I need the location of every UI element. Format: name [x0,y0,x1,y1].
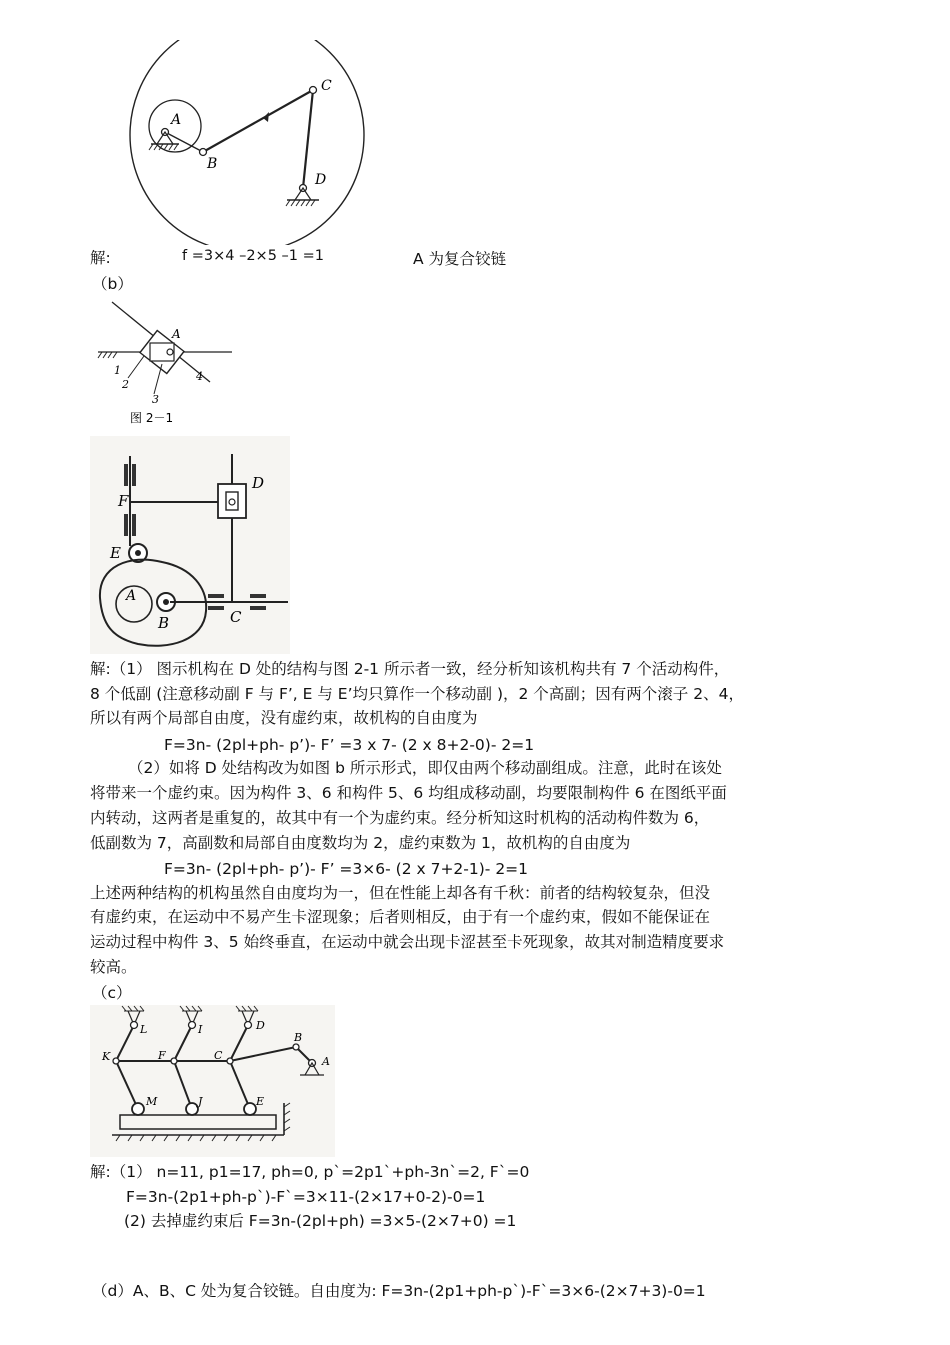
part-b-line-11: 较高。 [90,958,137,976]
label-E: E [110,544,121,562]
label-A: A [171,112,182,128]
part-b-formula-1: F=3n- (2pl+ph- p’)- F’ =3 x 7- (2 x 8+2-0)- 2=1 [164,736,535,754]
label-E: E [256,1095,265,1108]
part-b-line-4: （2）如将 D 处结构改为如图 b 所示形式，即仅由两个移动副组成。注意，此时在该处 [128,759,722,777]
label-K: K [102,1050,111,1063]
part-c-line-2: F=3n-(2p1+ph-p`)-F`=3×11-(2×17+0-2)-0=1 [126,1188,486,1206]
solution-a-formula: f =3×4 –2×5 –1 =1 [182,248,324,264]
part-c-line-3: (2) 去掉虚约束后 F=3n-(2pl+ph) =3×5-(2×7+0) =1 [124,1212,517,1230]
label-C: C [214,1049,223,1062]
part-b-line-8: 上述两种结构的机构虽然自由度均为一，但在性能上却各有千秋：前者的结构较复杂，但没 [90,884,711,902]
part-c-label: （c） [92,984,132,1002]
part-b-label: （b） [92,275,133,293]
label-3: 3 [152,393,159,406]
label-D: D [256,1019,265,1032]
figure-b [90,436,290,654]
figure-caption: 图 2－1 [130,411,174,425]
part-b-line-1: 解:（1） 图示机构在 D 处的结构与图 2-1 所示者一致，经分析知该机构共有 7 个活动构件， [90,660,730,678]
part-b-line-3: 所以有两个局部自由度，没有虚约束，故机构的自由度为 [90,709,478,727]
label-A: A [172,327,181,341]
label-L: L [140,1023,148,1036]
part-b-line-9: 有虚约束，在运动中不易产生卡涩现象；后者则相反，由于有一个虚约束，假如不能保证在 [90,908,711,926]
solution-a-prefix: 解: [90,249,111,267]
label-2: 2 [122,378,129,391]
part-b-line-6: 内转动，这两者是重复的，故其中有一个为虚约束。经分析知这时机构的活动构件数为 6， [90,809,710,827]
figure-a [95,40,380,245]
part-b-formula-2: F=3n- (2pl+ph- p’)- F’ =3×6- (2 x 7+2-1)- 2=1 [164,860,529,878]
label-1: 1 [114,364,121,377]
part-b-line-10: 运动过程中构件 3、5 始终垂直，在运动中就会出现卡涩甚至卡死现象，故其对制造精度要求 [90,933,725,951]
part-c-line-1: 解:（1） n=11, p1=17, ph=0, p`=2p1`+ph-3n`=2, F`=0 [90,1163,530,1181]
label-A: A [322,1055,330,1068]
label-F: F [118,492,129,510]
label-D: D [252,474,265,492]
label-J: J [198,1095,203,1108]
figure-2-1 [92,298,242,430]
label-C: C [230,608,242,626]
label-I: I [198,1023,203,1036]
label-F: F [158,1049,166,1062]
label-C: C [321,78,332,94]
part-d-line: （d）A、B、C 处为复合铰链。自由度为: F=3n-(2p1+ph-p`)-F`=3×6-(2×7+3)-0=1 [92,1282,706,1300]
label-4: 4 [196,370,203,383]
label-B: B [158,614,170,632]
figure-c [90,1005,335,1157]
label-D: D [315,172,327,188]
solution-a-note: A 为复合铰链 [413,250,507,268]
label-A: A [126,588,137,604]
label-M: M [146,1095,158,1108]
label-B: B [207,156,218,172]
label-B: B [294,1031,303,1044]
part-b-line-7: 低副数为 7，高副数和局部自由度数均为 2，虚约束数为 1，故机构的自由度为 [90,834,631,852]
part-b-line-2: 8 个低副 (注意移动副 F 与 F’, E 与 E’均只算作一个移动副 )，2 个高副；因有两个滚子 2、4， [90,685,744,703]
part-b-line-5: 将带来一个虚约束。因为构件 3、6 和构件 5、6 均组成移动副，均要限制构件 6 在图纸平面 [90,784,727,802]
